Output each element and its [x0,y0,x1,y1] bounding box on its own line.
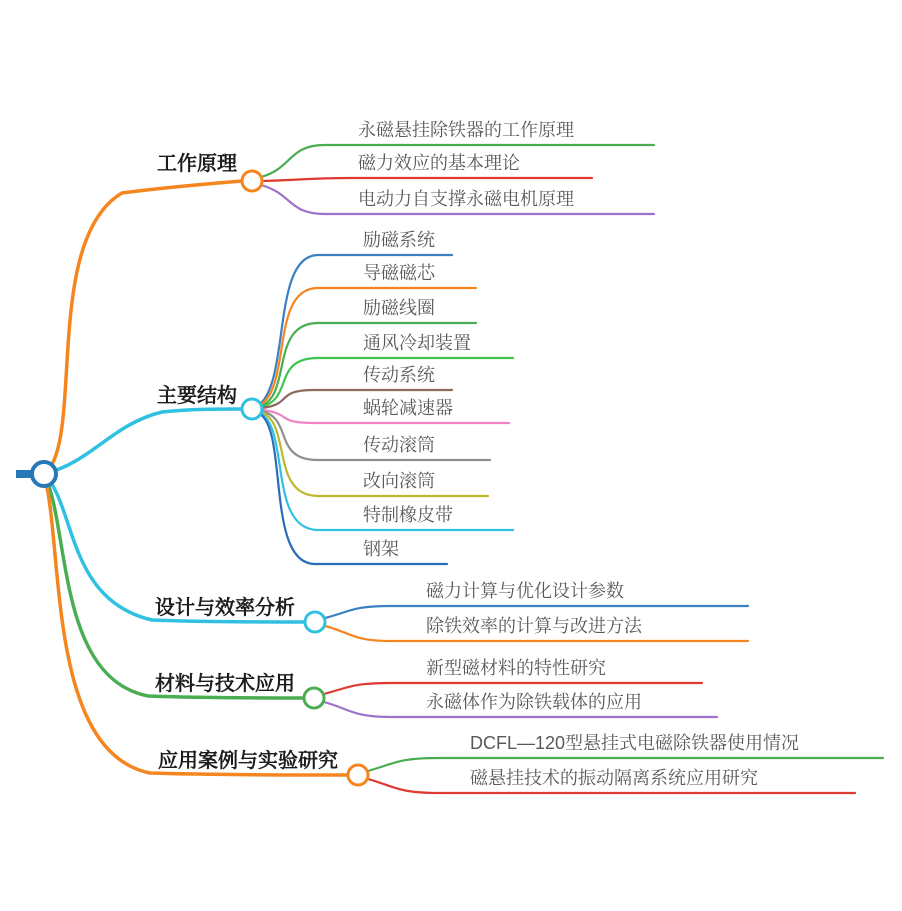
subtopic-magnetic-effect-theory[interactable]: 磁力效应的基本理论 [358,153,520,173]
subtopic-magnetic-core[interactable]: 导磁磁芯 [363,263,435,283]
subtopic-excitation-system[interactable]: 励磁系统 [363,230,435,250]
subtopic-special-rubber-belt[interactable]: 特制橡皮带 [363,505,453,525]
subtopic-drive-system[interactable]: 传动系统 [363,365,435,385]
subtopic-steel-frame[interactable]: 钢架 [363,539,399,559]
subtopic-worm-gear-reducer[interactable]: 蜗轮减速器 [363,398,453,418]
subtopic-pm-suspension-principle[interactable]: 永磁悬挂除铁器的工作原理 [358,120,574,140]
subtopic-ventilation-cooling[interactable]: 通风冷却装置 [363,333,471,353]
subtopic-excitation-coil[interactable]: 励磁线圈 [363,298,435,318]
subtopic-new-magnetic-materials[interactable]: 新型磁材料的特性研究 [426,658,606,678]
topic-design-efficiency[interactable]: 设计与效率分析 [155,597,295,619]
subtopic-dcfl120-usage[interactable]: DCFL—120型悬挂式电磁除铁器使用情况 [470,733,800,753]
subtopic-iron-removal-efficiency[interactable]: 除铁效率的计算与改进方法 [426,616,642,636]
subtopic-vibration-isolation-research[interactable]: 磁悬挂技术的振动隔离系统应用研究 [470,768,758,788]
subtopic-drive-drum[interactable]: 传动滚筒 [363,435,435,455]
topic-application-cases[interactable]: 应用案例与实验研究 [158,750,338,772]
subtopic-redirect-drum[interactable]: 改向滚筒 [363,471,435,491]
subtopic-magnetic-calculation[interactable]: 磁力计算与优化设计参数 [426,581,624,601]
topic-working-principle[interactable]: 工作原理 [157,153,237,175]
topic-materials-technology[interactable]: 材料与技术应用 [155,673,295,695]
topic-main-structure[interactable]: 主要结构 [157,385,237,407]
subtopic-electrodynamic-motor-principle[interactable]: 电动力自支撑永磁电机原理 [358,189,574,209]
subtopic-pm-carrier-application[interactable]: 永磁体作为除铁载体的应用 [426,692,642,712]
